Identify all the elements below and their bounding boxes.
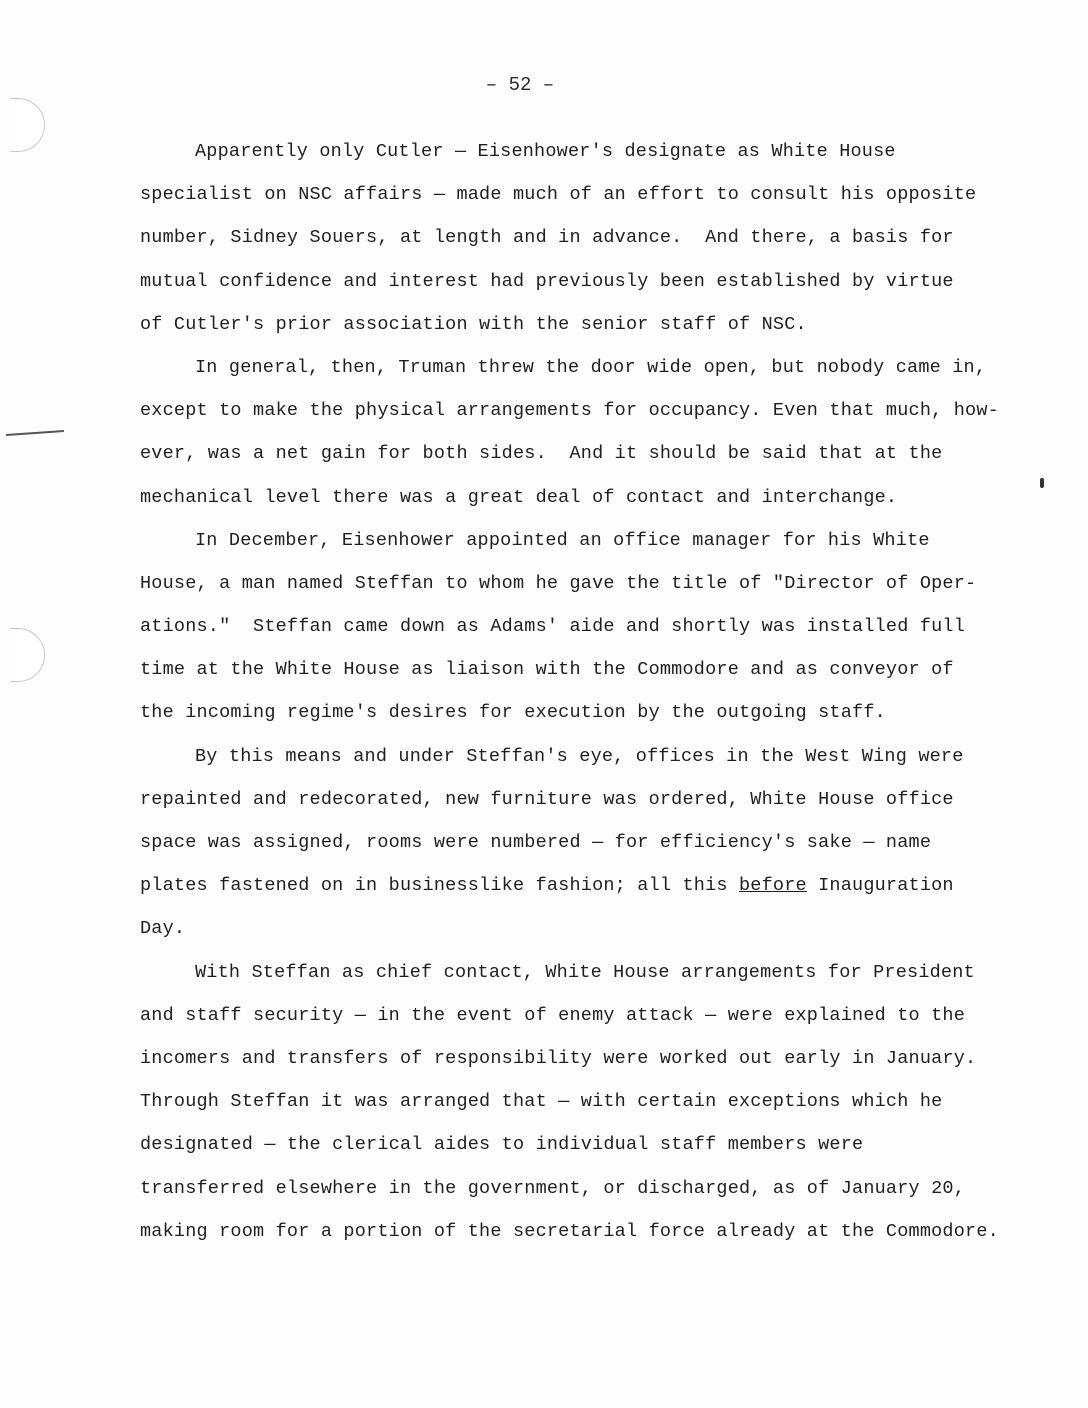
text-line: except to make the physical arrangements for occupancy. Even that much, how- — [140, 400, 999, 422]
paragraph-3 — [140, 519, 980, 735]
paragraph-5 — [140, 951, 999, 1253]
underlined-word: before — [739, 875, 807, 897]
page-number: – 52 – — [485, 74, 555, 96]
text-line: By this means and under Steffan's eye, offices in the West Wing were — [195, 745, 964, 767]
text-segment: plates fastened on in businesslike fashion; all this — [140, 875, 739, 897]
paragraph-2 — [140, 346, 999, 519]
punch-hole-middle — [10, 628, 45, 682]
text-line: incomers and transfers of responsibility were worked out early in January. — [140, 1047, 977, 1069]
text-line: House, a man named Steffan to whom he gave the title of "Director of Oper- — [140, 572, 977, 594]
text-line: With Steffan as chief contact, White House arrangements for President — [195, 961, 975, 983]
text-line: ations." Steffan came down as Adams' aide and shortly was installed full — [140, 616, 966, 638]
text-line: repainted and redecorated, new furniture was ordered, White House office — [140, 788, 954, 810]
text-line: number, Sidney Souers, at length and in advance. And there, a basis for — [140, 227, 954, 249]
text-line: of Cutler's prior association with the senior staff of NSC. — [140, 313, 807, 335]
text-line: and staff security — in the event of enemy attack — were explained to the — [140, 1004, 966, 1026]
text-line: transferred elsewhere in the government, or discharged, as of January 20, — [140, 1177, 966, 1199]
text-segment: Inauguration — [806, 875, 954, 897]
paragraph-1 — [140, 130, 980, 346]
text-line — [140, 864, 980, 907]
text-line: Day. — [140, 918, 186, 940]
punch-hole-top — [10, 98, 45, 152]
text-line: In general, then, Truman threw the door wide open, but nobody came in, — [195, 356, 987, 378]
text-line: space was assigned, rooms were numbered — for efficiency's sake — name — [140, 832, 932, 853]
margin-pen-mark — [6, 430, 64, 436]
text-line: mutual confidence and interest had previously been established by virtue — [140, 270, 954, 292]
paragraph-4 — [140, 735, 980, 951]
text-line: time at the White House as liaison with the Commodore and as conveyor of — [140, 659, 954, 681]
text-line: ever, was a net gain for both sides. And it should be said that at the — [140, 443, 943, 465]
body-text — [140, 130, 999, 1253]
text-line: Through Steffan it was arranged that — with certain exceptions which he — [140, 1091, 943, 1113]
text-line: Apparently only Cutler — Eisenhower's designate as White House — [195, 141, 896, 162]
text-line: designated — the clerical aides to individual staff members were — [140, 1134, 864, 1156]
margin-dot-mark — [1040, 478, 1044, 488]
text-line: the incoming regime's desires for execution by the outgoing staff. — [140, 702, 886, 724]
text-line: In December, Eisenhower appointed an office manager for his White — [195, 529, 930, 551]
text-line: mechanical level there was a great deal of contact and interchange. — [140, 486, 898, 508]
text-line: making room for a portion of the secretarial force already at the Commodore. — [140, 1220, 999, 1242]
text-line: specialist on NSC affairs — made much of an effort to consult his opposite — [140, 184, 977, 206]
